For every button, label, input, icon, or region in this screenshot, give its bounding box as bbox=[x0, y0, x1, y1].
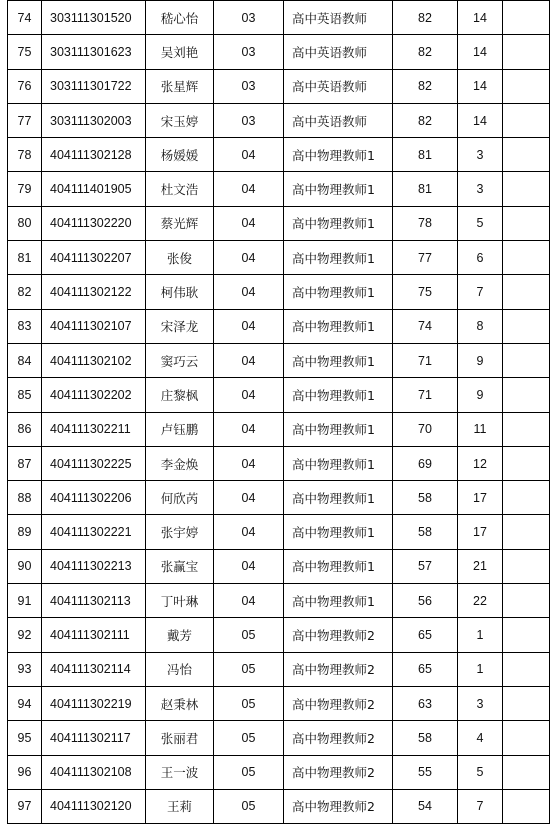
candidate-id-cell: 404111302108 bbox=[42, 755, 146, 789]
candidate-id-cell: 404111302111 bbox=[42, 618, 146, 652]
candidate-id-cell: 404111302128 bbox=[42, 138, 146, 172]
name-cell: 嵇心怡 bbox=[146, 1, 214, 35]
table-row bbox=[8, 755, 550, 789]
rank-cell: 9 bbox=[458, 378, 503, 412]
name-cell: 张宇婷 bbox=[146, 515, 214, 549]
table-row bbox=[8, 275, 550, 309]
rank-cell: 3 bbox=[458, 138, 503, 172]
position-name-cell: 高中物理教师2 bbox=[284, 755, 393, 789]
position-code-cell: 03 bbox=[214, 103, 284, 137]
table-row bbox=[8, 652, 550, 686]
note-cell bbox=[503, 241, 550, 275]
note-cell bbox=[503, 1, 550, 35]
candidate-id-cell: 404111302117 bbox=[42, 721, 146, 755]
position-name-cell: 高中英语教师 bbox=[284, 35, 393, 69]
seq-cell: 83 bbox=[8, 309, 42, 343]
table-row bbox=[8, 35, 550, 69]
score-cell: 82 bbox=[393, 1, 458, 35]
table-row bbox=[8, 584, 550, 618]
seq-cell: 82 bbox=[8, 275, 42, 309]
table-row bbox=[8, 481, 550, 515]
note-cell bbox=[503, 275, 550, 309]
note-cell bbox=[503, 378, 550, 412]
position-code-cell: 03 bbox=[214, 69, 284, 103]
note-cell bbox=[503, 652, 550, 686]
rank-cell: 4 bbox=[458, 721, 503, 755]
table-row bbox=[8, 412, 550, 446]
candidate-id-cell: 404111302122 bbox=[42, 275, 146, 309]
rank-cell: 14 bbox=[458, 35, 503, 69]
name-cell: 窦巧云 bbox=[146, 343, 214, 377]
position-code-cell: 04 bbox=[214, 481, 284, 515]
position-code-cell: 05 bbox=[214, 789, 284, 823]
table-row bbox=[8, 446, 550, 480]
position-code-cell: 05 bbox=[214, 755, 284, 789]
position-code-cell: 03 bbox=[214, 35, 284, 69]
name-cell: 王一波 bbox=[146, 755, 214, 789]
score-cell: 54 bbox=[393, 789, 458, 823]
name-cell: 宋玉婷 bbox=[146, 103, 214, 137]
table-body bbox=[8, 1, 550, 824]
position-name-cell: 高中物理教师1 bbox=[284, 584, 393, 618]
score-cell: 81 bbox=[393, 138, 458, 172]
candidate-id-cell: 404111302211 bbox=[42, 412, 146, 446]
seq-cell: 89 bbox=[8, 515, 42, 549]
position-name-cell: 高中英语教师 bbox=[284, 1, 393, 35]
position-code-cell: 05 bbox=[214, 721, 284, 755]
name-cell: 王莉 bbox=[146, 789, 214, 823]
seq-cell: 75 bbox=[8, 35, 42, 69]
position-name-cell: 高中物理教师1 bbox=[284, 309, 393, 343]
position-name-cell: 高中物理教师1 bbox=[284, 241, 393, 275]
position-code-cell: 03 bbox=[214, 1, 284, 35]
seq-cell: 85 bbox=[8, 378, 42, 412]
rank-cell: 7 bbox=[458, 275, 503, 309]
rank-cell: 12 bbox=[458, 446, 503, 480]
note-cell bbox=[503, 789, 550, 823]
candidate-id-cell: 404111302220 bbox=[42, 206, 146, 240]
table-row bbox=[8, 103, 550, 137]
name-cell: 张俊 bbox=[146, 241, 214, 275]
table-row bbox=[8, 1, 550, 35]
candidate-id-cell: 303111301623 bbox=[42, 35, 146, 69]
seq-cell: 79 bbox=[8, 172, 42, 206]
score-cell: 77 bbox=[393, 241, 458, 275]
score-cell: 65 bbox=[393, 652, 458, 686]
candidate-id-cell: 404111302114 bbox=[42, 652, 146, 686]
position-code-cell: 04 bbox=[214, 343, 284, 377]
position-code-cell: 04 bbox=[214, 309, 284, 343]
candidate-id-cell: 404111302102 bbox=[42, 343, 146, 377]
name-cell: 赵秉林 bbox=[146, 686, 214, 720]
position-code-cell: 04 bbox=[214, 138, 284, 172]
position-code-cell: 04 bbox=[214, 241, 284, 275]
note-cell bbox=[503, 515, 550, 549]
name-cell: 冯怡 bbox=[146, 652, 214, 686]
rank-cell: 17 bbox=[458, 481, 503, 515]
score-cell: 56 bbox=[393, 584, 458, 618]
note-cell bbox=[503, 686, 550, 720]
position-code-cell: 04 bbox=[214, 549, 284, 583]
table-row bbox=[8, 309, 550, 343]
position-name-cell: 高中物理教师2 bbox=[284, 652, 393, 686]
note-cell bbox=[503, 549, 550, 583]
rank-cell: 3 bbox=[458, 686, 503, 720]
candidate-id-cell: 404111302225 bbox=[42, 446, 146, 480]
score-cell: 58 bbox=[393, 515, 458, 549]
seq-cell: 96 bbox=[8, 755, 42, 789]
rank-cell: 1 bbox=[458, 652, 503, 686]
rank-cell: 5 bbox=[458, 755, 503, 789]
position-name-cell: 高中物理教师1 bbox=[284, 515, 393, 549]
seq-cell: 92 bbox=[8, 618, 42, 652]
rank-cell: 21 bbox=[458, 549, 503, 583]
score-cell: 58 bbox=[393, 721, 458, 755]
score-cell: 75 bbox=[393, 275, 458, 309]
seq-cell: 93 bbox=[8, 652, 42, 686]
position-name-cell: 高中物理教师1 bbox=[284, 275, 393, 309]
position-code-cell: 04 bbox=[214, 446, 284, 480]
candidate-id-cell: 303111301520 bbox=[42, 1, 146, 35]
rank-cell: 17 bbox=[458, 515, 503, 549]
candidate-id-cell: 303111302003 bbox=[42, 103, 146, 137]
seq-cell: 84 bbox=[8, 343, 42, 377]
position-name-cell: 高中物理教师2 bbox=[284, 789, 393, 823]
note-cell bbox=[503, 481, 550, 515]
note-cell bbox=[503, 35, 550, 69]
position-code-cell: 05 bbox=[214, 686, 284, 720]
candidate-id-cell: 404111302202 bbox=[42, 378, 146, 412]
name-cell: 丁叶琳 bbox=[146, 584, 214, 618]
position-name-cell: 高中英语教师 bbox=[284, 69, 393, 103]
results-table bbox=[7, 0, 550, 824]
position-name-cell: 高中物理教师2 bbox=[284, 686, 393, 720]
name-cell: 卢钰鹏 bbox=[146, 412, 214, 446]
rank-cell: 9 bbox=[458, 343, 503, 377]
rank-cell: 22 bbox=[458, 584, 503, 618]
score-cell: 71 bbox=[393, 378, 458, 412]
score-cell: 82 bbox=[393, 69, 458, 103]
note-cell bbox=[503, 69, 550, 103]
rank-cell: 7 bbox=[458, 789, 503, 823]
position-code-cell: 04 bbox=[214, 172, 284, 206]
position-code-cell: 04 bbox=[214, 412, 284, 446]
seq-cell: 78 bbox=[8, 138, 42, 172]
candidate-id-cell: 404111302219 bbox=[42, 686, 146, 720]
table-row bbox=[8, 686, 550, 720]
name-cell: 柯伟耿 bbox=[146, 275, 214, 309]
score-cell: 58 bbox=[393, 481, 458, 515]
seq-cell: 77 bbox=[8, 103, 42, 137]
name-cell: 吴刘艳 bbox=[146, 35, 214, 69]
note-cell bbox=[503, 103, 550, 137]
score-cell: 74 bbox=[393, 309, 458, 343]
rank-cell: 1 bbox=[458, 618, 503, 652]
seq-cell: 80 bbox=[8, 206, 42, 240]
table-row bbox=[8, 618, 550, 652]
table-row bbox=[8, 789, 550, 823]
table-row bbox=[8, 549, 550, 583]
table-row bbox=[8, 69, 550, 103]
rank-cell: 11 bbox=[458, 412, 503, 446]
candidate-id-cell: 404111401905 bbox=[42, 172, 146, 206]
note-cell bbox=[503, 343, 550, 377]
position-name-cell: 高中物理教师1 bbox=[284, 172, 393, 206]
position-code-cell: 04 bbox=[214, 515, 284, 549]
seq-cell: 91 bbox=[8, 584, 42, 618]
name-cell: 宋泽龙 bbox=[146, 309, 214, 343]
candidate-id-cell: 404111302107 bbox=[42, 309, 146, 343]
seq-cell: 81 bbox=[8, 241, 42, 275]
name-cell: 庄黎枫 bbox=[146, 378, 214, 412]
table-row bbox=[8, 206, 550, 240]
note-cell bbox=[503, 412, 550, 446]
table-row bbox=[8, 172, 550, 206]
score-cell: 65 bbox=[393, 618, 458, 652]
note-cell bbox=[503, 584, 550, 618]
rank-cell: 14 bbox=[458, 1, 503, 35]
position-name-cell: 高中物理教师1 bbox=[284, 412, 393, 446]
seq-cell: 97 bbox=[8, 789, 42, 823]
position-name-cell: 高中物理教师1 bbox=[284, 343, 393, 377]
score-cell: 71 bbox=[393, 343, 458, 377]
candidate-id-cell: 404111302206 bbox=[42, 481, 146, 515]
rank-cell: 5 bbox=[458, 206, 503, 240]
seq-cell: 88 bbox=[8, 481, 42, 515]
note-cell bbox=[503, 755, 550, 789]
name-cell: 张赢宝 bbox=[146, 549, 214, 583]
note-cell bbox=[503, 172, 550, 206]
rank-cell: 14 bbox=[458, 103, 503, 137]
candidate-id-cell: 404111302213 bbox=[42, 549, 146, 583]
table-row bbox=[8, 138, 550, 172]
name-cell: 张星辉 bbox=[146, 69, 214, 103]
score-cell: 82 bbox=[393, 35, 458, 69]
position-code-cell: 04 bbox=[214, 378, 284, 412]
score-cell: 78 bbox=[393, 206, 458, 240]
rank-cell: 14 bbox=[458, 69, 503, 103]
position-name-cell: 高中物理教师1 bbox=[284, 206, 393, 240]
position-name-cell: 高中物理教师1 bbox=[284, 481, 393, 515]
note-cell bbox=[503, 618, 550, 652]
name-cell: 杜文浩 bbox=[146, 172, 214, 206]
seq-cell: 94 bbox=[8, 686, 42, 720]
name-cell: 何欣芮 bbox=[146, 481, 214, 515]
seq-cell: 87 bbox=[8, 446, 42, 480]
candidate-id-cell: 404111302221 bbox=[42, 515, 146, 549]
position-code-cell: 04 bbox=[214, 206, 284, 240]
table-row bbox=[8, 241, 550, 275]
score-cell: 69 bbox=[393, 446, 458, 480]
position-name-cell: 高中物理教师1 bbox=[284, 446, 393, 480]
position-name-cell: 高中物理教师1 bbox=[284, 549, 393, 583]
score-cell: 63 bbox=[393, 686, 458, 720]
position-name-cell: 高中物理教师1 bbox=[284, 378, 393, 412]
note-cell bbox=[503, 721, 550, 755]
seq-cell: 86 bbox=[8, 412, 42, 446]
rank-cell: 8 bbox=[458, 309, 503, 343]
rank-cell: 3 bbox=[458, 172, 503, 206]
candidate-id-cell: 404111302120 bbox=[42, 789, 146, 823]
seq-cell: 74 bbox=[8, 1, 42, 35]
note-cell bbox=[503, 446, 550, 480]
table-row bbox=[8, 515, 550, 549]
name-cell: 蔡光辉 bbox=[146, 206, 214, 240]
position-code-cell: 05 bbox=[214, 652, 284, 686]
name-cell: 杨媛媛 bbox=[146, 138, 214, 172]
note-cell bbox=[503, 206, 550, 240]
score-cell: 57 bbox=[393, 549, 458, 583]
score-cell: 55 bbox=[393, 755, 458, 789]
position-code-cell: 04 bbox=[214, 584, 284, 618]
score-cell: 82 bbox=[393, 103, 458, 137]
position-name-cell: 高中物理教师2 bbox=[284, 721, 393, 755]
rank-cell: 6 bbox=[458, 241, 503, 275]
position-code-cell: 04 bbox=[214, 275, 284, 309]
name-cell: 张丽君 bbox=[146, 721, 214, 755]
note-cell bbox=[503, 138, 550, 172]
table-row bbox=[8, 378, 550, 412]
candidate-id-cell: 404111302207 bbox=[42, 241, 146, 275]
position-name-cell: 高中物理教师1 bbox=[284, 138, 393, 172]
seq-cell: 95 bbox=[8, 721, 42, 755]
table-row bbox=[8, 343, 550, 377]
name-cell: 戴芳 bbox=[146, 618, 214, 652]
candidate-id-cell: 404111302113 bbox=[42, 584, 146, 618]
position-code-cell: 05 bbox=[214, 618, 284, 652]
table-row bbox=[8, 721, 550, 755]
position-name-cell: 高中英语教师 bbox=[284, 103, 393, 137]
note-cell bbox=[503, 309, 550, 343]
seq-cell: 90 bbox=[8, 549, 42, 583]
candidate-id-cell: 303111301722 bbox=[42, 69, 146, 103]
seq-cell: 76 bbox=[8, 69, 42, 103]
name-cell: 李金焕 bbox=[146, 446, 214, 480]
score-cell: 81 bbox=[393, 172, 458, 206]
position-name-cell: 高中物理教师2 bbox=[284, 618, 393, 652]
score-cell: 70 bbox=[393, 412, 458, 446]
